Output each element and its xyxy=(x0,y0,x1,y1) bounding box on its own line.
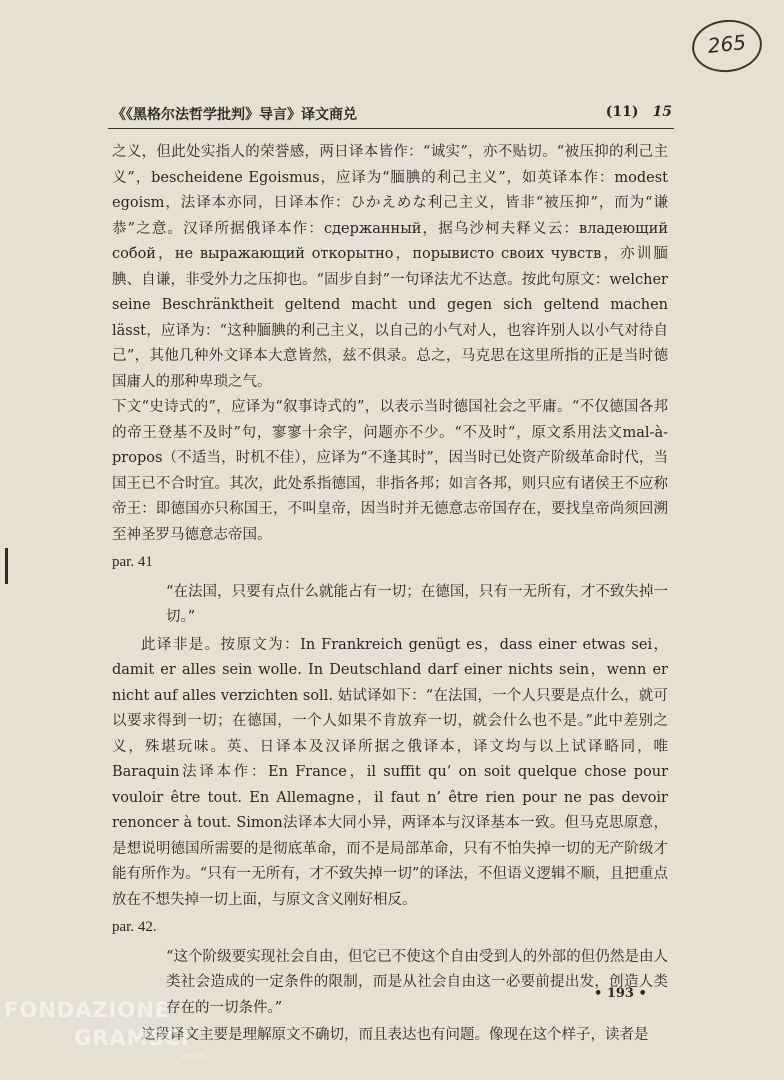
paragraph: 这段译文主要是理解原文不确切，而且表达也有问题。像现在这个样子，读者是 xyxy=(141,1027,649,1043)
quoted-passage: “在法国，只要有点什么就能占有一切；在德国，只有一无所有，才不致失掉一切。” xyxy=(166,583,668,625)
watermark-line-1: FONDAZIONE xyxy=(4,998,171,1022)
header-issue: (11) xyxy=(605,104,639,120)
header-page-info xyxy=(606,104,672,120)
margin-mark xyxy=(5,548,8,584)
section-label: par. 41 xyxy=(112,554,153,570)
header-page-number: 15 xyxy=(652,104,672,120)
quoted-passage: “这个阶级要实现社会自由，但它已不使这个自由受到人的外部的但仍然是由人类社会造成的一定条件的限制，而是从社会自由这一必要前提出发，创造人类存在的一切条件。” xyxy=(166,948,668,1016)
body-text xyxy=(112,140,668,1049)
paragraph: 之义，但此处实指人的荣誉感，两日译本皆作：“诚实”，亦不贴切。“被压抑的利己主义”，bescheidene Egoismus，应译为“腼腆的利己主义”，如英译本作：modest egoism，法译本亦同，日译本作：ひかえめな利己主义，皆非“被压抑”，而为“谦恭”之意。汉译所据俄译本作：сдержанный，据乌沙柯夫释义云：владеющий собой，не выражающий откорытно，порывисто своих чувств，亦训腼腆、自谦，非受外力之压抑也。“固步自封”一句译法尤不达意。按此句原文：welcher seine Beschränktheit geltend macht und gegen sich geltend machen lässt，应译为：“这种腼腆的利己主义，以自己的小气对人，也容许别人以小气对待自己”，其他几种外文译本大意皆然，兹不俱录。总之，马克思在这里所指的正是当时德国庸人的那种卑琐之气。 xyxy=(112,144,668,390)
header-rule xyxy=(108,128,674,129)
header-title: 《《黑格尔法哲学批判》导言》译文商兑 xyxy=(112,107,357,123)
paragraph: 此译非是。按原文为：In Frankreich genügt es，dass einer etwas sei，damit er alles sein wolle. In Deutschland darf einer nichts sein，wenn er nicht auf alles verzichten soll. 姑试译如下：“在法国，一个人只要是点什么，就可以要求得到一切；在德国，一个人如果不肯放弃一切，就会什么也不是。”此中差别之义，殊堪玩味。英、日译本及汉译所据之俄译本，译文均与以上试译略同，唯Baraquin法译本作：En France，il suffit qu’ on soit quelque chose pour vouloir être tout. En Allemagne，il faut n’ être rien pour ne pas devoir renoncer à tout. Simon法译本大同小异，两译本与汉译基本一致。但马克思原意，是想说明德国所需要的是彻底革命，而不是局部革命，只有不怕失掉一切的无产阶级才能有所作为。“只有一无所有，才不致失掉一切”的译法，不但语义逻辑不顺，且把重点放在不想失掉一切上面，与原文含义刚好相反。 xyxy=(112,636,668,908)
page-folio: • 193 • xyxy=(594,986,647,1001)
page-number-stamp xyxy=(689,16,764,75)
watermark-logo xyxy=(4,992,244,1072)
stamp-number: 265 xyxy=(706,30,748,58)
running-header xyxy=(112,104,672,126)
section-label: par. 42. xyxy=(112,919,157,935)
watermark-line-3: onlus xyxy=(182,1052,207,1062)
paragraph: 下文“史诗式的”，应译为“叙事诗式的”，以表示当时德国社会之平庸。“不仅德国各邦的帝王登基不及时”句，寥寥十余字，问题亦不少。“不及时”，原文系用法文mal-à-propos（不适当，时机不佳），应译为“不逢其时”，因当时已处资产阶级革命时代，当国王已不合时宜。其次，此处系指德国，非指各邦；如言各邦，则只应有诸侯王不应称帝王：即德国亦只称国王，不叫皇帝，因当时并无德意志帝国存在，要找皇帝尚须回溯至神圣罗马德意志帝国。 xyxy=(112,399,668,543)
watermark-line-2: GRAMSCI xyxy=(74,1026,190,1050)
